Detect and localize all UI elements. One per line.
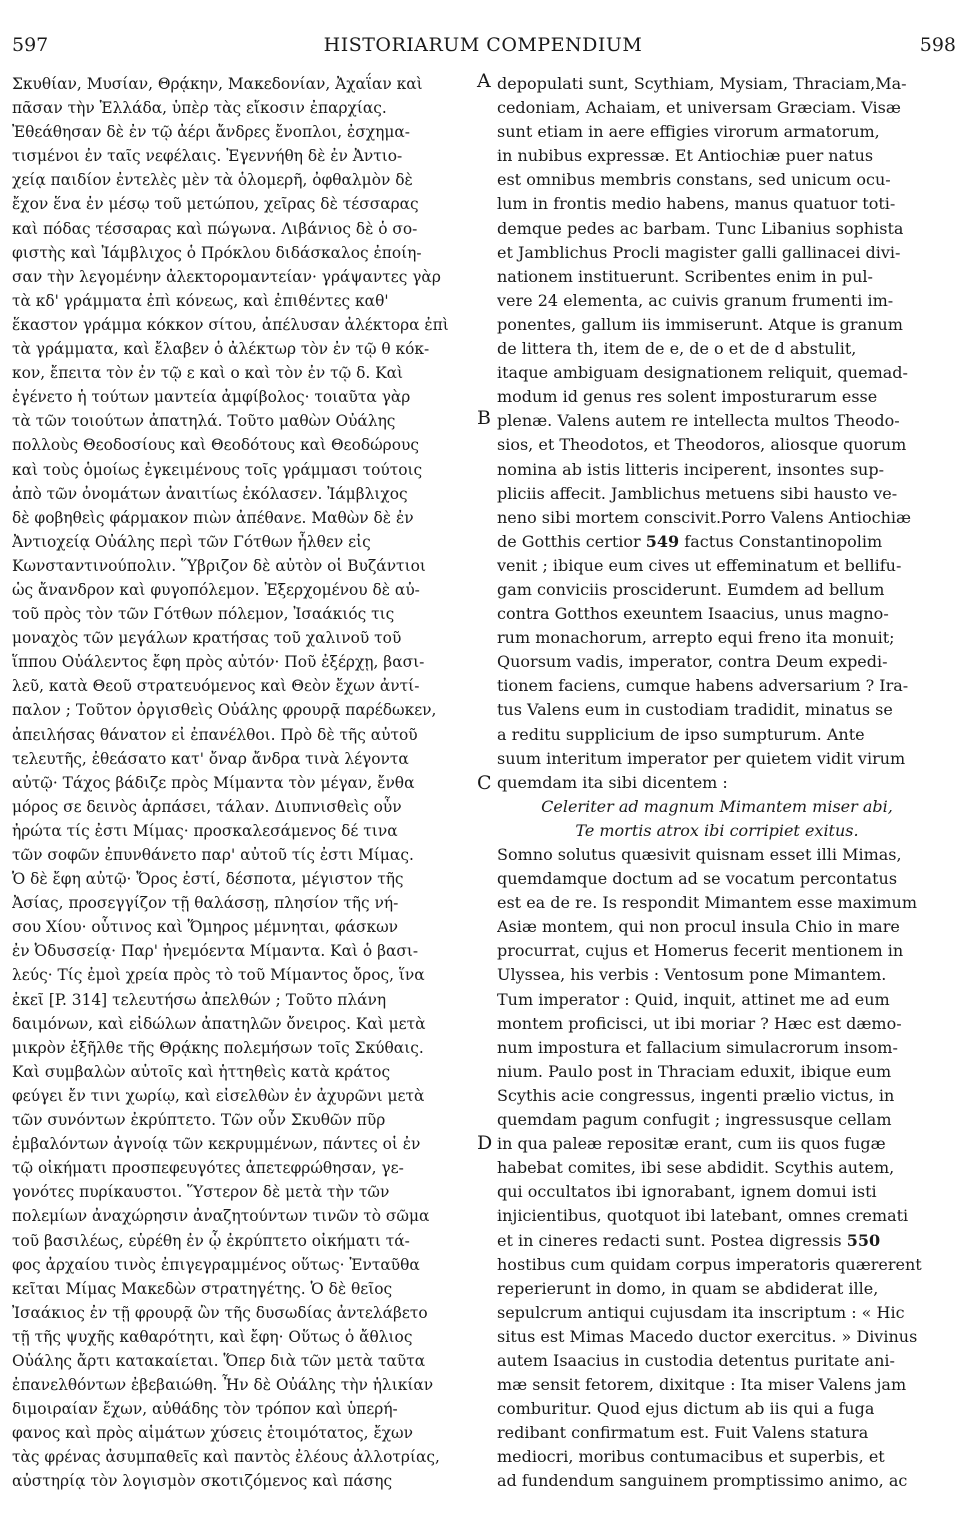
latin-text-line: quemdamque doctum ad se vocatum percontatus <box>497 869 898 889</box>
latin-text-line: procurrat, cujus et Homerus fecerit mentionem in <box>497 941 904 961</box>
latin-text-line: tionem faciens, cumque habens adversarium ? Ira- <box>497 676 909 696</box>
latin-text-line: habebat comites, ibi sese abdidit. Scythis autem, <box>497 1158 895 1178</box>
latin-text-line: rum monachorum, arrepto equi freno ita monuit; <box>497 628 895 648</box>
greek-text-line: Ὁ δὲ ἔφη αὐτῷ· Ὄρος ἐστί, δέσποτα, μέγιστον τῆς <box>12 870 404 889</box>
greek-text-line: χείᾳ παιδίον ἐντελὲς μὲν τὰ ὁλομερῆ, ὀφθαλμὸν δὲ <box>12 171 413 190</box>
latin-text-line: plenæ. Valens autem re intellecta multos Theodo- <box>497 411 900 431</box>
greek-text-line: δὲ φοβηθεὶς φάρμακον πιὼν ἀπέθανε. Μαθὼν δὲ ἐν <box>12 508 414 527</box>
latin-text-line: gam conviciis prosciderunt. Eumdem ad bellum <box>497 579 885 599</box>
margin-letter-a: A <box>477 70 491 92</box>
greek-text-line: φιστὴς καὶ Ἰάμβλιχος ὁ Πρόκλου διδάσκαλος ἐποίη- <box>12 243 422 262</box>
latin-text-line: venit ; ibique eum cives ut effeminatum et bellifu- <box>497 555 902 575</box>
latin-text-line: in qua paleæ repositæ erant, cum iis quos fugæ <box>497 1134 886 1154</box>
greek-text-line: τὰ τῶν τοιούτων ἀπατηλά. Τοῦτο μαθὼν Οὐάλης <box>12 412 396 431</box>
greek-text-line: φος ἀρχαίου τινὸς ἐπιγεγραμμένος οὕτως· Ἐνταῦθα <box>12 1255 420 1274</box>
greek-text-line: ἐπανελθόντων ἐβεβαιώθη. Ἦν δὲ Οὐάλης τὴν ἡλικίαν <box>12 1376 434 1395</box>
greek-text-line: τῶν σοφῶν ἐπυνθάνετο παρ' αὐτοῦ τίς ἐστι Μίμας. <box>12 846 414 864</box>
latin-text-line: comburitur. Quod ejus dictum ab iis qui a fuga <box>497 1399 875 1419</box>
latin-text-line: nationem instituerunt. Scribentes enim in pul- <box>497 266 873 286</box>
greek-text-line: σαν τὴν λεγομένην ἀλεκτορομαντείαν· γράψαντες γὰρ <box>12 267 441 286</box>
greek-text-line: τὰ κδ' γράμματα ἐπὶ κόνεως, καὶ ἐπιθέντες καθ' <box>12 291 389 310</box>
greek-text-line: ἵππου Οὐάλεντος ἔφη πρὸς αὐτόν· Ποῦ ἐξέρχῃ, βασι- <box>12 653 425 672</box>
latin-text-line: in nubibus expressæ. Et Antiochiæ puer natus <box>497 146 874 166</box>
greek-text-line: παλον ; Τοῦτον ὀργισθεὶς Οὐάλης φρουρᾷ παρέδωκεν, <box>12 701 437 720</box>
margin-letter-b: B <box>477 407 491 429</box>
latin-text-line: sunt etiam in aere effigies virorum armatorum, <box>497 122 880 142</box>
greek-text-line: κον, ἔπειτα τὸν ἐν τῷ ε καὶ ο καὶ τὸν ἐν τῷ δ. Καὶ <box>12 364 404 383</box>
greek-text-line: πᾶσαν τὴν Ἑλλάδα, ὑπὲρ τὰς εἴκοσιν ἐπαρχίας. <box>12 99 387 118</box>
greek-text-line: μικρὸν ἐξῆλθε τῆς Θρᾴκης πολεμήσων τοῖς Σκύθαις. <box>12 1038 424 1057</box>
latin-text-line: Somno solutus quæsivit quisnam esset illi Mimas, <box>497 845 902 864</box>
latin-text-line: sepulcrum antiqui cujusdam ita inscriptum : « Hic <box>497 1302 905 1322</box>
latin-text-line: est ea de re. Is respondit Mimantem esse maximum <box>497 893 917 913</box>
latin-text-line: hostibus cum quidam corpus imperatoris quærerent <box>497 1254 922 1274</box>
latin-text-line: neno sibi mortem conscivit.Porro Valens Antiochiæ <box>497 507 912 527</box>
greek-text-line: Ἰσαάκιος ἐν τῇ φρουρᾷ ὢν τῆς δυσωδίας ἀντελάβετο <box>12 1303 428 1322</box>
greek-text-line: ἐν Ὀδυσσείᾳ· Παρ' ἠνεμόεντα Μίμαντα. Καὶ ὁ βασι- <box>12 942 419 961</box>
greek-text-line: αὐστηρίᾳ τὸν λογισμὸν σκοτιζόμενος καὶ πάσης <box>12 1472 393 1491</box>
greek-text-line: τὰ γράμματα, καὶ ἔλαβεν ὁ ἀλέκτωρ τὸν ἐν τῷ θ κόκ- <box>12 340 430 359</box>
greek-text-line: τοῦ βασιλέως, εὑρέθη ἐν ᾧ ἐκρύπτετο οἰκήματι τά- <box>12 1231 410 1250</box>
greek-text-line: Ἀντιοχείᾳ Οὐάλης περὶ τῶν Γότθων ἦλθεν εἰς <box>12 532 371 551</box>
greek-text-line: πολλοὺς Θεοδοσίους καὶ Θεοδότους καὶ Θεοδώρους <box>12 436 419 455</box>
latin-text-line: modum id genus res solent imposturarum esse <box>497 387 878 407</box>
greek-text-line: τισμένοι ἐν ταῖς νεφέλαις. Ἐγεννήθη δὲ ἐν Ἀντιο- <box>12 147 403 166</box>
latin-text-line: mæ sensit fetorem, dixitque : Ita miser Valens jam <box>497 1375 907 1395</box>
latin-text-line: lum in frontis medio habens, manus quatuor toti- <box>497 194 896 214</box>
latin-text-line: et in cineres redacti sunt. Postea digressis 550 <box>497 1230 881 1250</box>
greek-text-line: τελευτῆς, ἐθεάσατο κατ' ὄναρ ἄνδρα τινὰ λέγοντα <box>12 749 409 768</box>
latin-text-line: tus Valens eum in custodiam tradidit, minatus se <box>497 700 893 720</box>
latin-text-line: ponentes, gallum iis immiserunt. Atque is granum <box>497 314 903 334</box>
latin-text-line: pliciis affecit. Jamblichus metuens sibi hausto ve- <box>497 483 898 503</box>
latin-text-line: depopulati sunt, Scythiam, Mysiam, Thraciam,Ma- <box>497 74 907 93</box>
greek-text-line: Ἐθεάθησαν δὲ ἐν τῷ ἀέρι ἄνδρες ἔνοπλοι, ἐσχημα- <box>12 123 410 142</box>
latin-text-line: Te mortis atrox ibi corripiet exitus. <box>575 820 859 840</box>
latin-text-line: nomina ab istis litteris inciperent, insontes sup- <box>497 459 884 479</box>
latin-text-line: demque pedes ac barbam. Tunc Libanius sophista <box>497 218 904 238</box>
page-number-left: 597 <box>12 34 49 56</box>
greek-text-line: μοναχὸς τῶν μεγάλων κρατήσας τοῦ χαλινοῦ τοῦ <box>12 629 402 648</box>
greek-text-line: διμοιραίαν ἔχων, αὐθάδης τὸν τρόπον καὶ ὑπερή- <box>12 1400 398 1419</box>
greek-text-line: ἀπὸ τῶν ὀνομάτων ἀναιτίως ἐκόλασεν. Ἰάμβλιχος <box>12 484 408 503</box>
greek-text-line: ἔχον ἕνα ἐν μέσῳ τοῦ μετώπου, χεῖρας δὲ τέσσαρας <box>12 195 419 214</box>
latin-text-line: num impostura et fallacium simulacrorum insom- <box>497 1037 898 1057</box>
latin-text-line: mediocri, moribus contumacibus et superbis, et <box>497 1447 885 1467</box>
latin-text-line: Celeriter ad magnum Mimantem miser abi, <box>541 796 893 816</box>
greek-text-line: ἕκαστον γράμμα κόκκον σίτου, ἀπέλυσαν ἀλέκτορα ἐπὶ <box>12 315 449 334</box>
latin-text-column <box>497 72 937 1494</box>
running-header <box>0 34 966 64</box>
latin-text-line: nium. Paulo post in Thraciam eduxit, ibique eum <box>497 1061 892 1081</box>
latin-text-line: suum interitum imperator per quietem vidit virum <box>497 748 906 768</box>
latin-text-line: de Gotthis certior 549 factus Constantinopolim <box>497 531 883 551</box>
greek-text-line: σου Χίου· οὗτινος καὶ Ὅμηρος μέμνηται, φάσκων <box>12 918 399 937</box>
latin-text-line: ad fundendum sanguinem promptissimo animo, ac <box>497 1471 908 1491</box>
latin-text-line: injicientibus, quotquot ibi latebant, omnes cremati <box>497 1206 909 1226</box>
latin-text-line: de littera th, item de e, de o et de d abstulit, <box>497 339 857 359</box>
greek-text-line: αὐτῷ· Τάχος βάδιζε πρὸς Μίμαντα τὸν μέγαν, ἔνθα <box>12 773 415 792</box>
greek-text-line: Ἀσίας, προσεγγίζον τῇ θαλάσσῃ, πλησίον τῆς νή- <box>12 894 399 913</box>
greek-text-line: κεῖται Μίμας Μακεδὼν στρατηγέτης. Ὁ δὲ θεῖος <box>12 1279 393 1298</box>
greek-text-line: πολεμίων ἀναχώρησιν ἀναζητούντων τινῶν τὸ σῶμα <box>12 1207 430 1226</box>
latin-text-line: et Jamblichus Procli magister galli gallinacei divi- <box>497 242 901 262</box>
latin-text-line: contra Gotthos exeuntem Isaacius, unus magno- <box>497 604 889 624</box>
greek-text-line: Καὶ συμβαλὼν αὐτοῖς καὶ ἡττηθεὶς κατὰ κράτος <box>12 1062 391 1081</box>
greek-text-line: μόρος σε δεινὸς ἁρπάσει, τάλαν. Διυπνισθεὶς οὖν <box>12 797 402 816</box>
margin-letter-d: D <box>477 1132 493 1154</box>
greek-text-line: φανος καὶ πρὸς αἱμάτων χύσεις ἑτοιμότατος, ἔχων <box>12 1424 413 1443</box>
latin-text-line: situs est Mimas Macedo ductor exercitus. » Divinus <box>497 1326 918 1346</box>
latin-text-line: itaque ambiguam designationem reliquit, quemad- <box>497 363 908 383</box>
greek-text-line: καὶ τοὺς ὁμοίως ἐγκειμένους τοῖς γράμμασι τούτοις <box>12 460 423 479</box>
greek-text-line: λεῦ, κατὰ Θεοῦ στρατευόμενος καὶ Θεὸν ἔχων ἀντί- <box>12 677 420 696</box>
greek-text-line: γονότες πυρίκαυστοι. Ὕστερον δὲ μετὰ τὴν τῶν <box>12 1183 390 1202</box>
running-title: HISTORIARUM COMPENDIUM <box>323 34 643 56</box>
latin-text-line: Scythis acie congressus, ingenti prælio victus, in <box>497 1085 895 1105</box>
greek-text-line: τῶν συνόντων ἐκρύπτετο. Τῶν οὖν Σκυθῶν πῦρ <box>12 1111 386 1130</box>
greek-text-line: τὰς φρένας ἀσυμπαθεῖς καὶ παντὸς ἐλέους ἀλλοτρίας, <box>12 1448 440 1467</box>
latin-text-line: cedoniam, Achaiam, et universam Græciam. Visæ <box>497 98 901 118</box>
greek-text-line: λεύς· Τίς ἐμοὶ χρεία πρὸς τὸ τοῦ Μίμαντος ὄρος, ἵνα <box>12 966 425 985</box>
greek-text-line: ἐγένετο ἡ τούτων μαντεία ἀμφίβολος· τοιαῦτα γὰρ <box>12 388 411 407</box>
latin-text-line: quemdam ita sibi dicentem : <box>497 772 728 792</box>
latin-text-line: montem proficisci, ut ibi moriar ? Hæc est dæmo- <box>497 1013 902 1033</box>
latin-text-line: quemdam pagum confugit ; ingressusque cellam <box>497 1110 892 1130</box>
latin-text-line: Quorsum vadis, imperator, contra Deum expedi- <box>497 652 888 672</box>
greek-text-line: ἐκεῖ [P. 314] τελευτήσω ἀπελθών ; Τοῦτο πλάνη <box>12 990 387 1009</box>
latin-text-line: redibant confirmatum est. Fuit Valens statura <box>497 1423 869 1443</box>
greek-text-line: τῷ οἰκήματι προσπεφευγότες ἀπετεφρώθησαν, γε- <box>12 1159 404 1178</box>
greek-text-line: Κωνσταντινούπολιν. Ὕβριζον δὲ αὐτὸν οἱ Βυζάντιοι <box>12 556 426 575</box>
latin-text-line: Ulyssea, his verbis : Ventosum pone Mimantem. <box>497 965 887 985</box>
latin-text-line: a reditu supplicium de ipso sumpturum. Ante <box>497 724 865 744</box>
greek-text-line: καὶ πόδας τέσσαρας καὶ πώγωνα. Λιβάνιος δὲ ὁ σο- <box>12 219 418 238</box>
margin-letter-c: C <box>477 772 492 794</box>
greek-text-line: δαιμόνων, καὶ εἰδώλων ἀπατηλῶν ὄνειρος. Καὶ μετὰ <box>12 1014 426 1033</box>
latin-text-line: Asiæ montem, qui non procul insula Chio in mare <box>497 917 900 937</box>
greek-text-line: τοῦ πρὸς τὸν τῶν Γότθων πόλεμον, Ἰσαάκιός τις <box>12 605 395 624</box>
latin-text-line: autem Isaacius in custodia detentus puritate ani- <box>497 1350 895 1370</box>
greek-text-line: φεύγει ἔν τινι χωρίῳ, καὶ εἰσελθὼν ἐν ἀχυρῶνι μετὰ <box>12 1086 425 1105</box>
latin-text-line: Tum imperator : Quid, inquit, attinet me ad eum <box>497 989 890 1009</box>
greek-text-line: τῇ τῆς ψυχῆς καθαρότητι, καὶ ἔφη· Οὕτως ὁ ἄθλιος <box>12 1327 413 1346</box>
latin-text-line: sios, et Theodotos, et Theodoros, aliosque quorum <box>497 435 907 455</box>
latin-text-line: vere 24 elementa, ac cuivis granum frumenti im- <box>497 290 894 310</box>
greek-text-line: ὡς ἄνανδρον καὶ φυγοπόλεμον. Ἐξερχομένου δὲ αὐ- <box>12 580 420 599</box>
greek-text-line: ἀπειλήσας θάνατον εἰ ἐπανέλθοι. Πρὸ δὲ τῆς αὐτοῦ <box>12 725 418 744</box>
greek-text-line: Σκυθίαν, Μυσίαν, Θρᾴκην, Μακεδονίαν, Ἀχαΐαν καὶ <box>12 75 423 93</box>
greek-text-line: ἐμβαλόντων ἀγνοίᾳ τῶν κεκρυμμένων, πάντες οἱ ἐν <box>12 1135 421 1154</box>
greek-text-line: ἠρώτα τίς ἐστι Μίμας· προσκαλεσάμενος δέ τινα <box>12 821 398 840</box>
latin-text-line: reperierunt in domo, in quam se abdiderat ille, <box>497 1278 879 1298</box>
latin-text-line: qui occultatos ibi ignorabant, ignem domui isti <box>497 1182 877 1202</box>
latin-text-line: est omnibus membris constans, sed unicum ocu- <box>497 170 891 190</box>
greek-text-column <box>12 72 480 1494</box>
greek-text-line: Οὐάλης ἄρτι κατακαίεται. Ὅπερ διὰ τῶν μετὰ ταῦτα <box>12 1351 426 1370</box>
page-number-right: 598 <box>919 34 956 56</box>
